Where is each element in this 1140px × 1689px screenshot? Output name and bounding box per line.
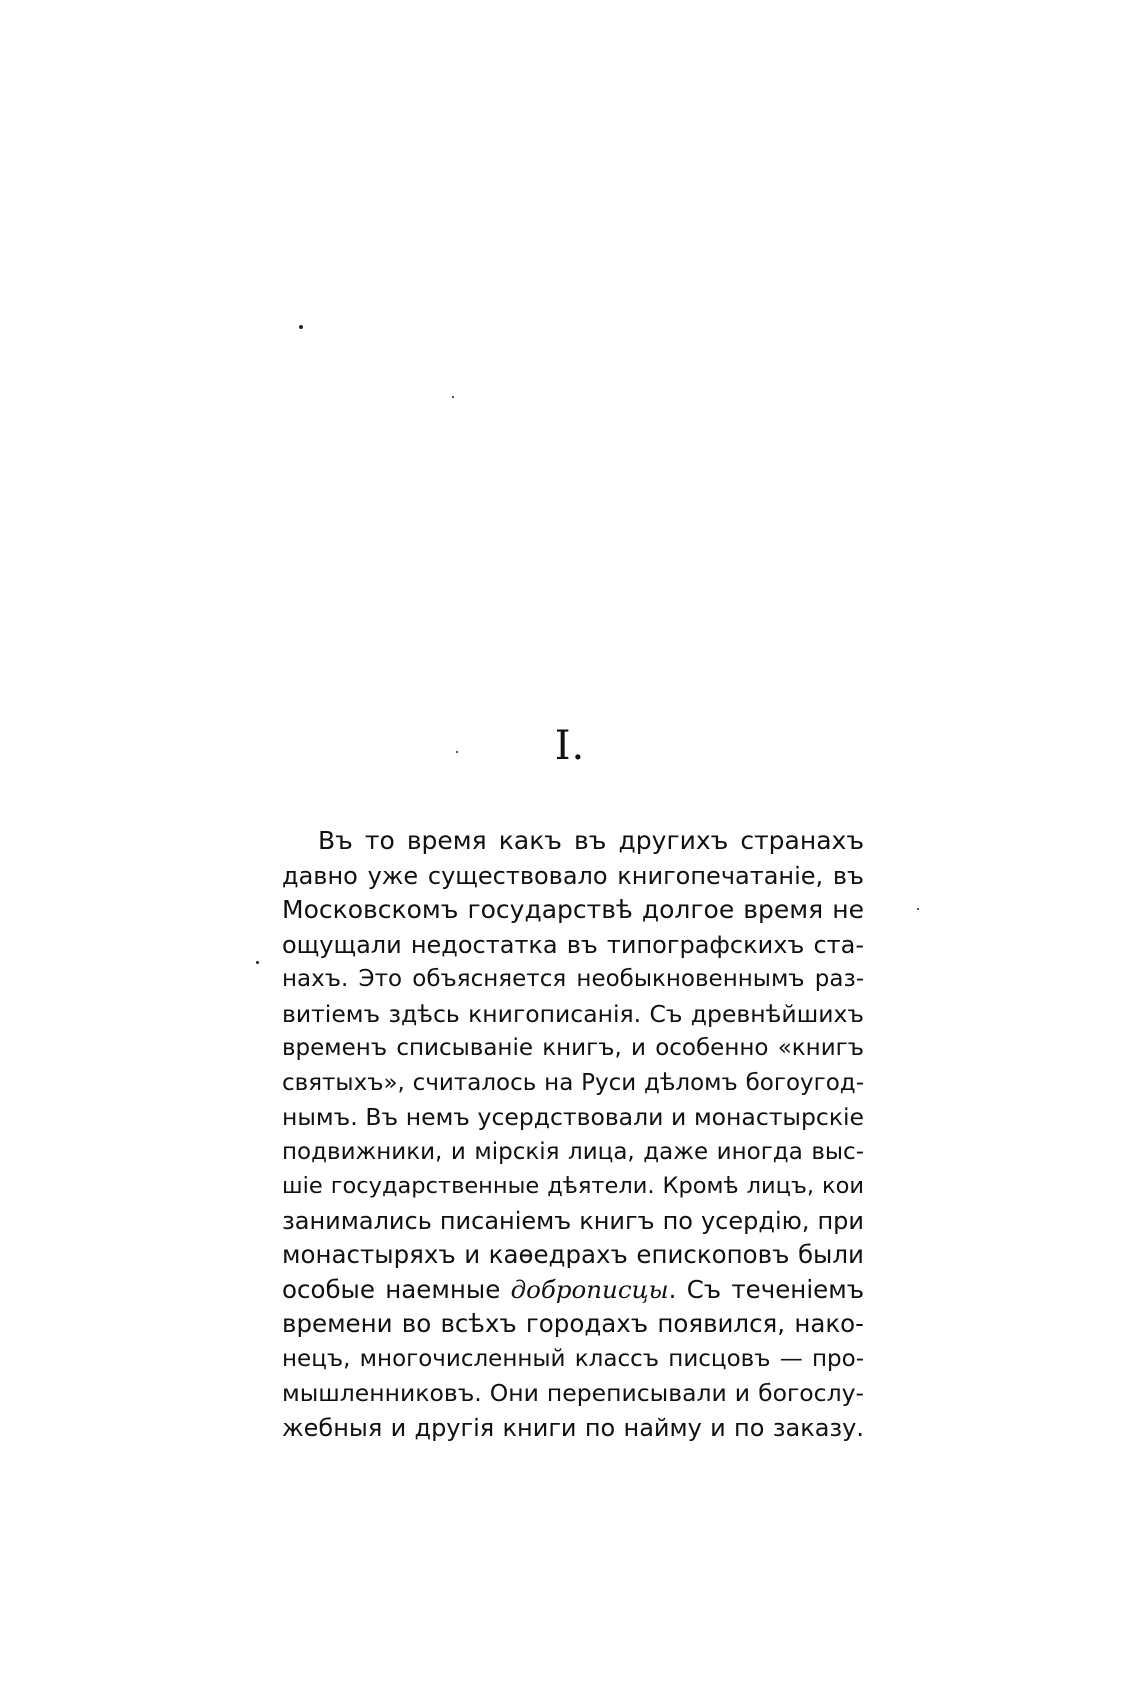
paragraph	[282, 824, 864, 1445]
text-line: давно уже существовало книгопечатаніе, въ	[282, 861, 864, 890]
text-line: святыхъ», считалось на Руси дѣломъ богоугод-	[282, 1069, 864, 1096]
text-line: Въ то время какъ въ другихъ странахъ	[318, 826, 864, 855]
text-line: Московскомъ государствѣ долгое время не	[282, 895, 864, 924]
text-line: временъ списываніе книгъ, и особенно «книгъ	[282, 1035, 864, 1061]
text-line: мышленниковъ. Они переписывали и богослу-	[282, 1379, 864, 1407]
text-line: шіе государственные дѣятели. Кромѣ лицъ, кои	[282, 1173, 864, 1199]
italic-term: доброписцы	[510, 1274, 669, 1304]
ink-speck	[299, 325, 303, 329]
text-line: нымъ. Въ немъ усердствовали и монастырскіе	[282, 1103, 864, 1131]
ink-speck	[917, 908, 919, 910]
text-line: монастыряхъ и каѳедрахъ епископовъ были	[282, 1240, 864, 1269]
text-line: нецъ, многочисленный классъ писцовъ — про-	[282, 1345, 864, 1372]
text-segment: особые наемные	[282, 1274, 511, 1304]
ink-speck	[452, 396, 454, 398]
ink-speck	[256, 961, 259, 964]
text-line: подвижники, и мірскія лица, даже иногда выс-	[282, 1138, 864, 1165]
text-line: жебныя и другія книги по найму и по заказу.	[282, 1413, 864, 1442]
text-line	[282, 1273, 864, 1308]
text-line: нахъ. Это объясняется необыкновеннымъ раз-	[282, 966, 864, 992]
text-line: времени во всѣхъ городахъ появился, нако-	[282, 1309, 864, 1338]
text-segment: . Съ теченіемъ	[668, 1274, 864, 1304]
text-line: занимались писаніемъ книгъ по усердію, при	[282, 1206, 864, 1235]
text-line: ощущали недостатка въ типографскихъ ста-	[282, 930, 864, 959]
chapter-number: I.	[554, 723, 586, 769]
text-line: витіемъ здѣсь книгописанія. Съ древнѣйшихъ	[282, 999, 864, 1028]
